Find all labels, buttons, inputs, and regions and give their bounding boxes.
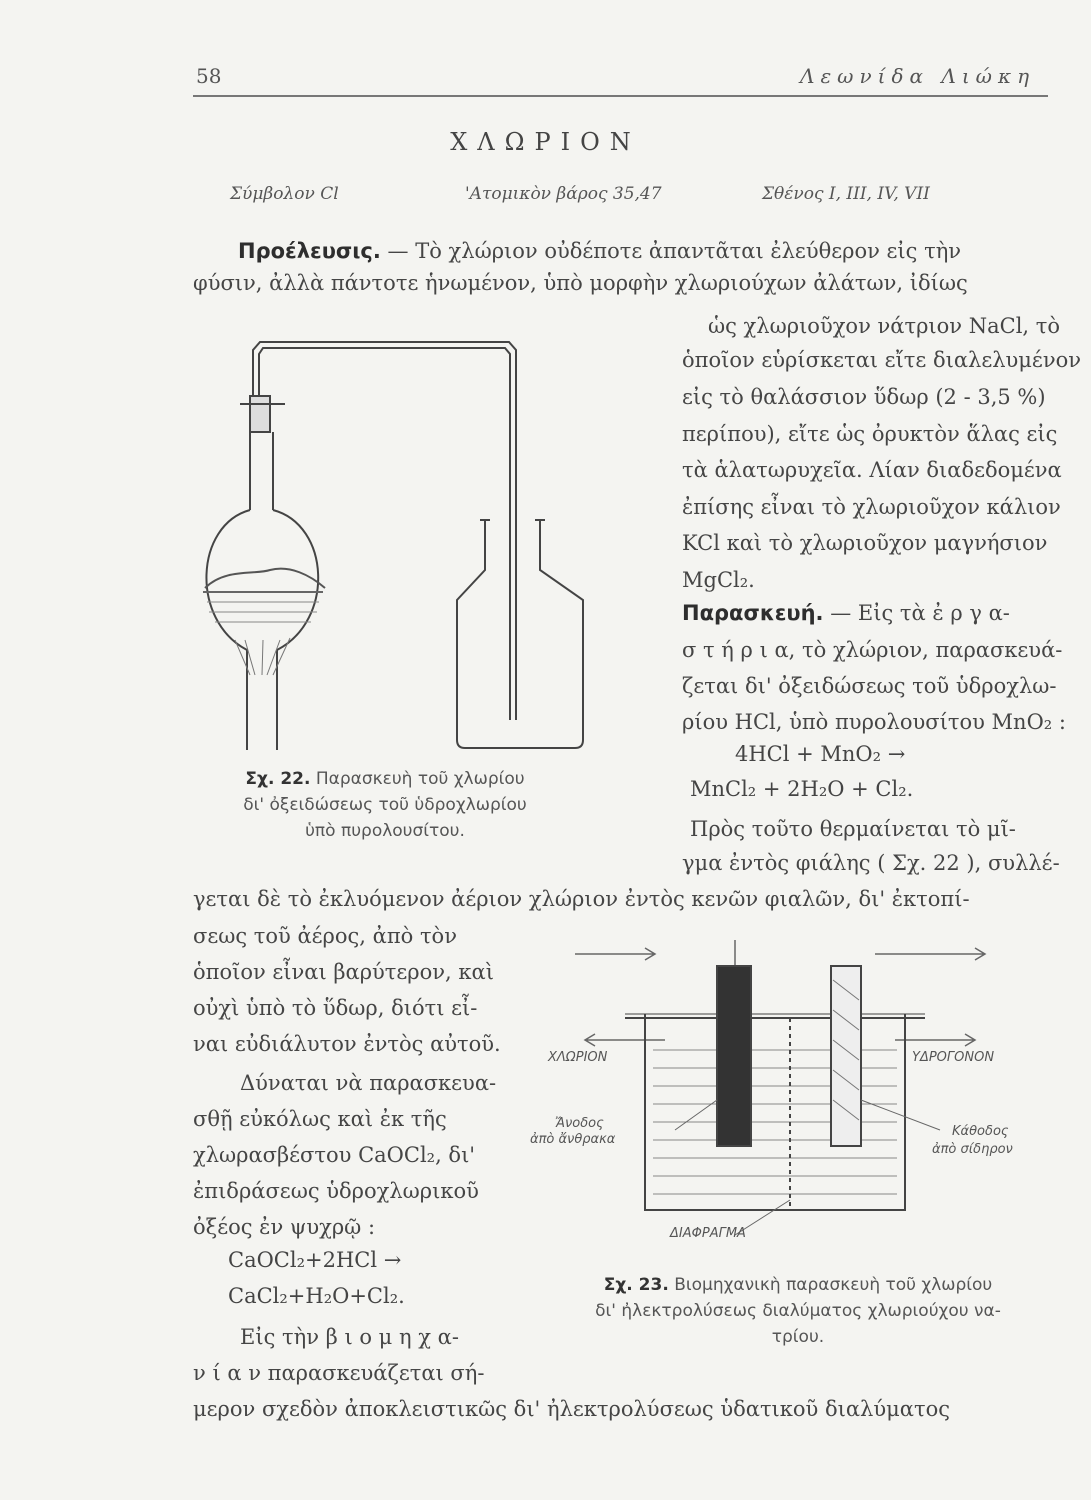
- preparation-line: σθῇ εὐκόλως καὶ ἐκ τῆς: [193, 1107, 447, 1131]
- figure-22-caption-line: Παρασκευὴ τοῦ χλωρίου: [315, 769, 525, 789]
- figure-23-electrolysis-cell: [545, 940, 1015, 1240]
- equation-2-line-2: CaCl₂+H₂O+Cl₂.: [228, 1284, 405, 1308]
- origin-line: τὰ ἁλατωρυχεῖα. Λίαν διαδεδομένα: [682, 458, 1062, 482]
- page-number: 58: [196, 64, 222, 88]
- preparation-line: γμα ἐντὸς φιάλης ( Σχ. 22 ), συλλέ-: [682, 851, 1060, 875]
- preparation-line: ὀξέος ἐν ψυχρῷ :: [193, 1215, 376, 1239]
- origin-paragraph: [238, 236, 961, 267]
- preparation-paragraph: [682, 598, 1010, 629]
- origin-line: MgCl₂.: [682, 568, 755, 592]
- label-hydrogen: ΥΔΡΟΓΟΝΟΝ: [912, 1050, 995, 1065]
- valence: Σθένος I, III, IV, VII: [762, 184, 930, 204]
- preparation-line: — Εἰς τὰ ἐ ρ γ α-: [830, 601, 1010, 625]
- header-rule: [193, 95, 1048, 97]
- origin-line: ὁποῖον εὑρίσκεται εἴτε διαλελυμένον: [682, 348, 1081, 372]
- label-cathode-material: ἀπὸ σίδηρον: [932, 1142, 1013, 1157]
- preparation-line: Εἰς τὴν β ι ο μ η χ α-: [240, 1325, 459, 1349]
- origin-line: KCl καὶ τὸ χλωριοῦχον μαγνήσιον: [682, 531, 1048, 555]
- origin-line: ὡς χλωριοῦχον νάτριον NaCl, τὸ: [708, 314, 1061, 338]
- origin-heading: Προέλευσις.: [238, 239, 381, 263]
- preparation-line: γεται δὲ τὸ ἐκλυόμενον ἀέριον χλώριον ἐντὸς κενῶν φιαλῶν, δι' ἐκτοπί-: [193, 887, 970, 911]
- preparation-line: ὁποῖον εἶναι βαρύτερον, καὶ: [193, 960, 494, 984]
- label-anode-material: ἀπὸ ἄνθρακα: [530, 1132, 616, 1147]
- element-symbol: Σύμβολον Cl: [230, 184, 339, 204]
- figure-23-caption-line: Βιομηχανικὴ παρασκευὴ τοῦ χλωρίου: [674, 1275, 993, 1295]
- preparation-line: ν ί α ν παρασκευάζεται σή-: [193, 1361, 485, 1385]
- equation-1-line-2: MnCl₂ + 2H₂O + Cl₂.: [690, 777, 914, 801]
- origin-line: — Τὸ χλώριον οὐδέποτε ἀπαντᾶται ἐλεύθερον εἰς τὴν: [387, 239, 962, 263]
- figure-23-caption-line: τρίου.: [771, 1327, 825, 1347]
- origin-line: εἰς τὸ θαλάσσιον ὕδωρ (2 - 3,5 %): [682, 385, 1046, 409]
- preparation-line: χλωρασβέστου CaOCl₂, δι': [193, 1143, 476, 1167]
- label-cathode: Κάθοδος: [952, 1124, 1009, 1139]
- preparation-line: ρίου HCl, ὑπὸ πυρολουσίτου MnO₂ :: [682, 710, 1066, 734]
- preparation-line: Δύναται νὰ παρασκευα-: [240, 1071, 497, 1095]
- label-diaphragm: ΔΙΑΦΡΑΓΜΑ: [670, 1226, 746, 1241]
- preparation-line: ναι εὐδιάλυτον ἐντὸς αὐτοῦ.: [193, 1032, 501, 1056]
- preparation-line: ζεται δι' ὀξειδώσεως τοῦ ὑδροχλω-: [682, 674, 1057, 698]
- label-chlorine: ΧΛΩΡΙΟΝ: [548, 1050, 608, 1065]
- preparation-line: ἐπιδράσεως ὑδροχλωρικοῦ: [193, 1179, 479, 1203]
- origin-line: ἐπίσης εἶναι τὸ χλωριοῦχον κάλιον: [682, 495, 1061, 519]
- figure-23-label: Σχ. 23.: [603, 1275, 669, 1295]
- origin-line: φύσιν, ἀλλὰ πάντοτε ἡνωμένον, ὑπὸ μορφὴν χλωριούχων ἀλάτων, ἰδίως: [193, 271, 968, 295]
- label-anode: Ἄνοδος: [555, 1116, 604, 1131]
- origin-line: περίπου), εἴτε ὡς ὀρυκτὸν ἅλας εἰς: [682, 422, 1058, 446]
- figure-22-label: Σχ. 22.: [245, 769, 311, 789]
- figure-22-caption-line: δι' ὀξειδώσεως τοῦ ὑδροχλωρίου: [243, 795, 527, 815]
- section-title: ΧΛΩΡΙΟΝ: [450, 128, 641, 156]
- running-title: Λεωνίδα Λιώκη: [800, 64, 1036, 88]
- preparation-line: μερον σχεδὸν ἀποκλειστικῶς δι' ἠλεκτρολύσεως ὑδατικοῦ διαλύματος: [193, 1397, 950, 1421]
- preparation-line: Πρὸς τοῦτο θερμαίνεται τὸ μῖ-: [690, 817, 1016, 841]
- equation-2-line-1: CaOCl₂+2HCl →: [228, 1248, 402, 1272]
- equation-1-line-1: 4HCl + MnO₂ →: [735, 742, 906, 766]
- figure-22-caption-line: ὑπὸ πυρολουσίτου.: [305, 821, 465, 841]
- figure-22-apparatus: [195, 320, 615, 760]
- figure-22-caption: [200, 766, 570, 844]
- preparation-line: σ τ ή ρ ι α, τὸ χλώριον, παρασκευά-: [682, 638, 1063, 662]
- figure-23-caption: [548, 1272, 1048, 1350]
- preparation-line: οὐχὶ ὑπὸ τὸ ὕδωρ, διότι εἶ-: [193, 996, 478, 1020]
- preparation-line: σεως τοῦ ἀέρος, ἀπὸ τὸν: [193, 924, 457, 948]
- preparation-heading: Παρασκευή.: [682, 601, 824, 625]
- atomic-weight: 'Ατομικὸν βάρος 35,47: [465, 184, 662, 204]
- figure-23-caption-line: δι' ἠλεκτρολύσεως διαλύματος χλωριούχου να-: [595, 1301, 1001, 1321]
